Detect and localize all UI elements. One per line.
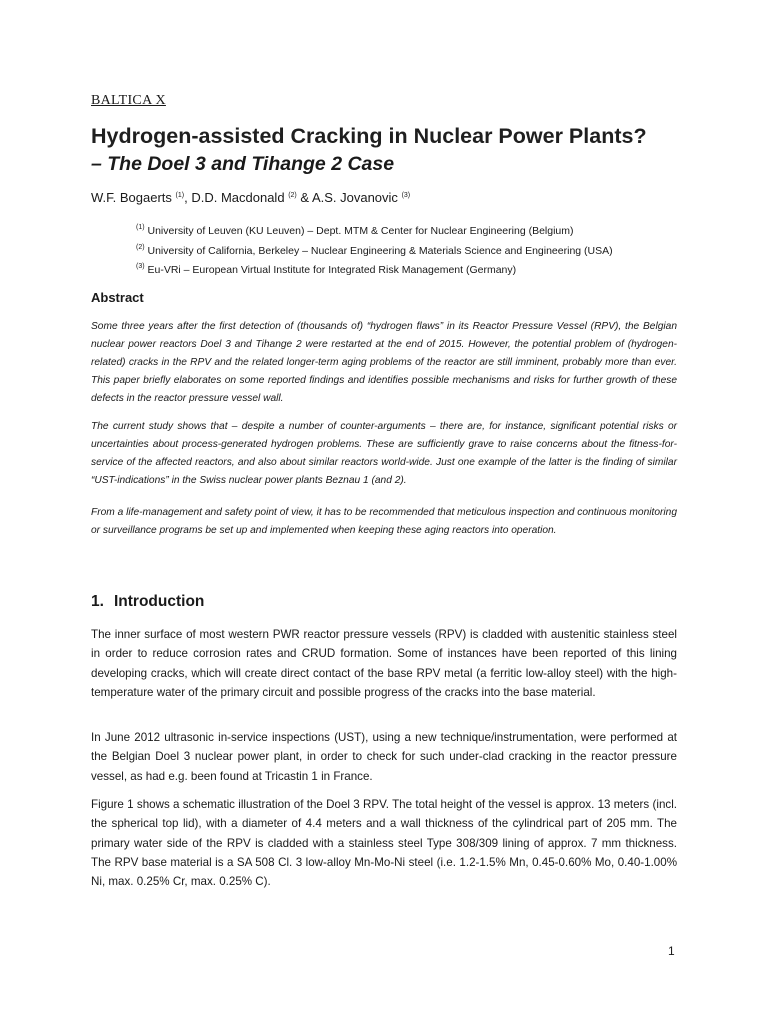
paper-subtitle: – The Doel 3 and Tihange 2 Case (91, 153, 395, 175)
section-number: 1. (91, 593, 104, 610)
affiliation-item (136, 240, 696, 260)
abstract-paragraph: The current study shows that – despite a number of counter-arguments – there are, for instance, significant potential risks or uncertainties about process-generated hydrogen problems. These are sufficiently grave to raise concerns about the fitness-for-service of the affected reactors, and also about similar reactors world-wide. Just one example of the latter is the finding of similar “UST-indications” in the Swiss nuclear power plants Beznau 1 (and 2). (91, 421, 677, 486)
affiliation-item (136, 259, 696, 279)
affiliation-text: University of Leuven (KU Leuven) – Dept. MTM & Center for Nuclear Engineering (Belgium) (147, 225, 574, 237)
author-name: D.D. Macdonald (191, 190, 285, 205)
abstract-heading: Abstract (91, 290, 144, 305)
author-name: W.F. Bogaerts (91, 190, 172, 205)
section-heading (91, 593, 677, 611)
affiliation-mark: (3) (401, 192, 411, 199)
affiliation-mark: (1) (175, 192, 185, 199)
abstract-paragraph: From a life-management and safety point of view, it has to be recommended that meticulous inspection and continuous monitoring or surveillance programs be set up and implemented when keeping these aging reactors into operation. (91, 507, 677, 536)
affiliation-mark: (3) (136, 263, 145, 270)
affiliation-mark: (1) (136, 224, 145, 231)
author-separator: & (296, 190, 312, 205)
body-paragraph: The inner surface of most western PWR reactor pressure vessels (RPV) is cladded with austenitic stainless steel in order to reduce corrosion rates and CRUD formation. Some of instances have been reported of this lining developing cracks, which will create direct contact of the base RPV metal (a ferritic low-alloy steel) with the high-temperature water of the primary circuit and possible progress of the cracks into the base material. (91, 628, 677, 699)
affiliation-mark: (2) (288, 192, 297, 199)
body-paragraph: Figure 1 shows a schematic illustration of the Doel 3 RPV. The total height of the vessel is approx. 13 meters (incl. the spherical top lid), with a diameter of 4.4 meters and a wall thickness of the cylindrical part of 205 mm. The primary water side of the RPV is cladded with a stainless steel Type 308/309 lining of approx. 7 mm thickness. The RPV base material is a SA 508 Cl. 3 low-alloy Mn-Mo-Ni steel (i.e. 1.2-1.5% Mn, 0.45-0.60% Mo, 0.40-1.00% Ni, max. 0.25% Cr, max. 0.25% C). (91, 798, 677, 889)
abstract-paragraph: Some three years after the first detection of (thousands of) “hydrogen flaws” in its Reactor Pressure Vessel (RPV), the Belgian nuclear power reactors Doel 3 and Tihange 2 were restarted at the end of 2015. However, the potential problem of (hydrogen-related) cracks in the RPV and the related longer-term aging problems of the reactor are still imminent, probably more than ever. This paper briefly elaborates on some reported findings and identifies possible mechanisms and risks for further growth of these defects in the reactor pressure vessel wall. (91, 321, 677, 404)
author-name: A.S. Jovanovic (311, 190, 398, 205)
author-line (91, 190, 677, 205)
affiliation-mark: (2) (136, 243, 145, 251)
body-paragraph: In June 2012 ultrasonic in-service inspections (UST), using a new technique/instrumentation, were performed at the Belgian Doel 3 nuclear power plant, in order to check for such under-clad cracking in the reactor pressure vessel, as had e.g. been found at Tricastin 1 in France. (91, 731, 677, 783)
author-separator: , (184, 190, 192, 205)
paper-title: Hydrogen-assisted Cracking in Nuclear Power Plants? (91, 124, 647, 148)
series-label: BALTICA X (91, 93, 166, 108)
page-number: 1 (668, 944, 675, 958)
section-title: Introduction (114, 593, 205, 610)
affiliation-item (136, 220, 696, 240)
affiliation-text: University of California, Berkeley – Nuclear Engineering & Materials Science and Engineering (USA) (147, 244, 613, 257)
affiliations-list (136, 220, 696, 279)
affiliation-text: Eu-VRi – European Virtual Institute for Integrated Risk Management (Germany) (147, 264, 517, 276)
